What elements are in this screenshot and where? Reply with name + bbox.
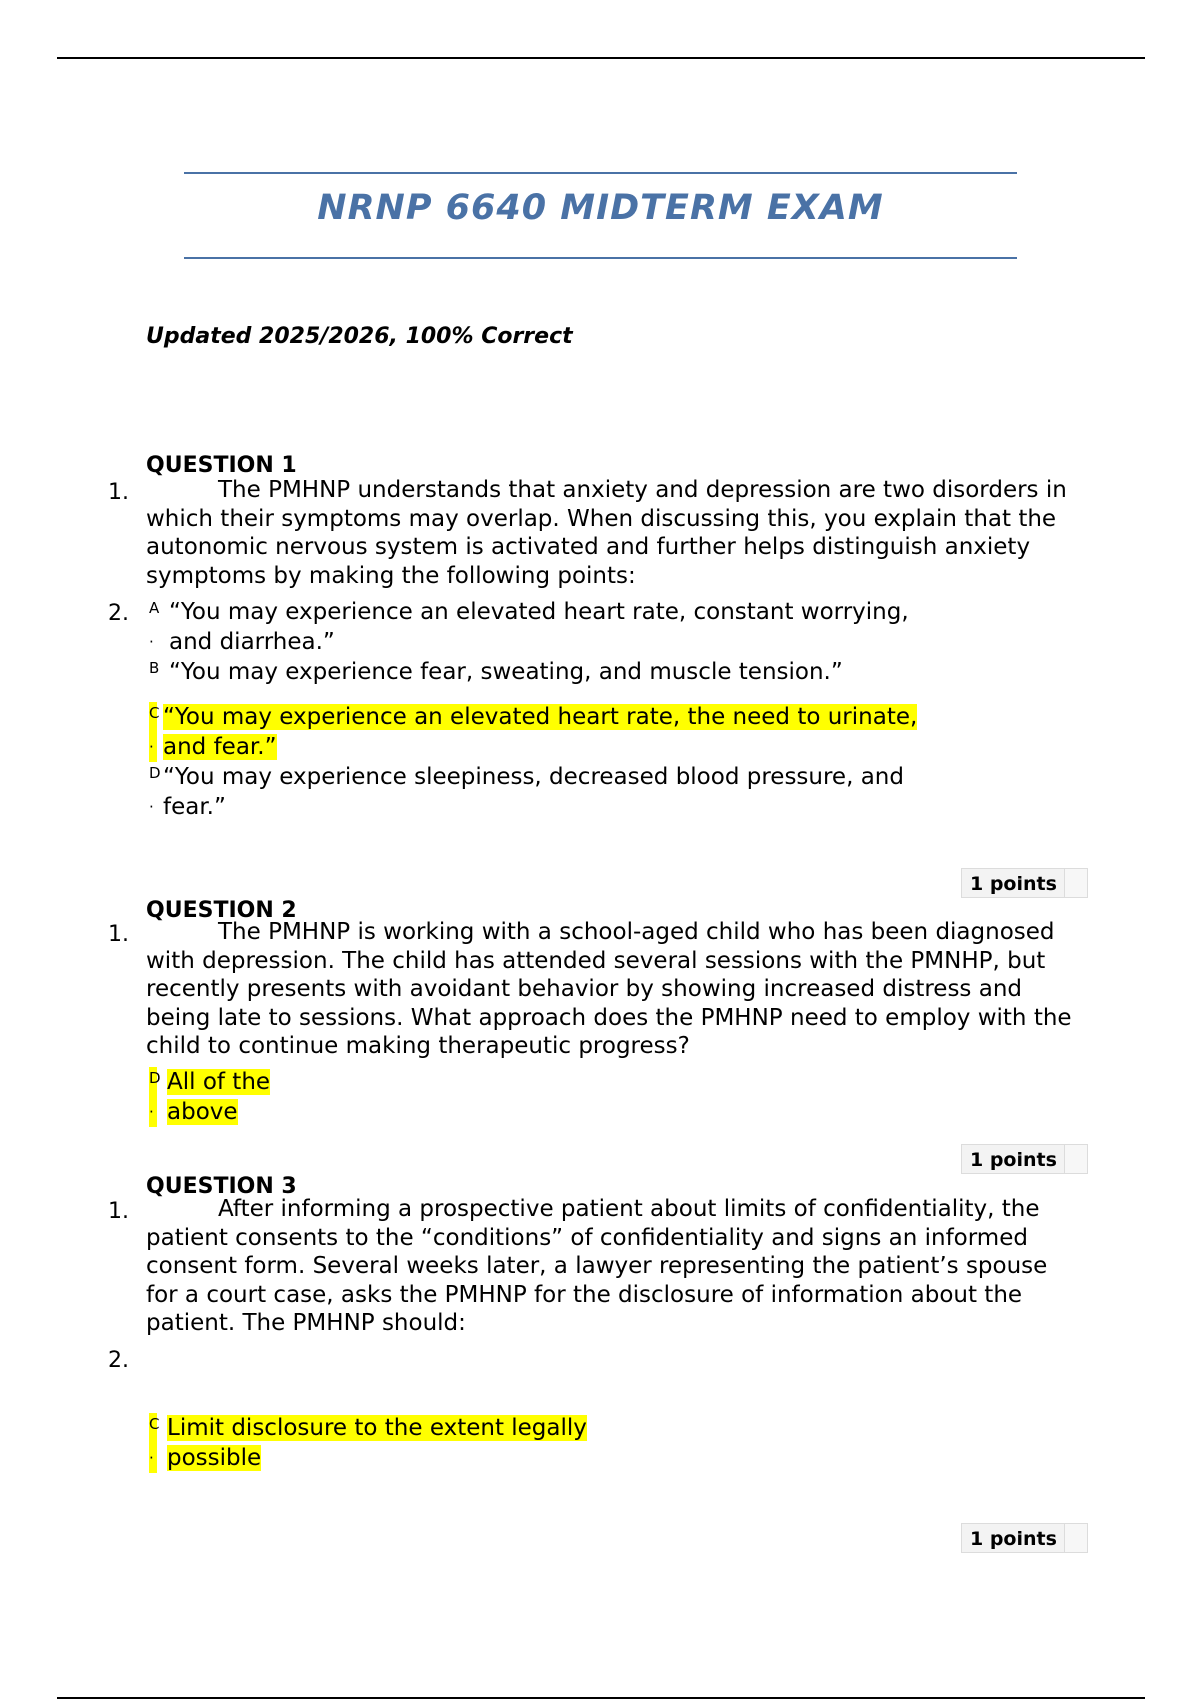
option-text-line: fear.” (163, 794, 226, 820)
option-text-line: above (167, 1099, 238, 1125)
points-label: 1 points (970, 1149, 1057, 1171)
option-letter: A (149, 599, 160, 617)
option-text-line: “You may experience fear, sweating, and muscle tension.” (169, 659, 843, 685)
points-badge (961, 1144, 1088, 1174)
points-cell (1064, 1145, 1087, 1173)
option-letter: D (149, 764, 161, 782)
option-text-line: “You may experience an elevated heart rate, the need to urinate, (163, 704, 918, 730)
points-label: 1 points (970, 873, 1057, 895)
question-heading: QUESTION 2 (146, 898, 297, 923)
points-cell (1064, 1524, 1087, 1552)
question-stem: After informing a prospective patient about limits of confidentiality, the patient consents to the “conditions” of confidentiality and signs an informed consent form. Several weeks later, a lawyer representing the patient’s spouse for a court case, asks the PMHNP for the disclosure of information about the patient. The PMHNP should: (146, 1196, 1048, 1336)
question-heading: QUESTION 1 (146, 453, 297, 478)
document-title: NRNP 6640 MIDTERM EXAM (317, 188, 884, 228)
question-stem: The PMHNP understands that anxiety and depression are two disorders in which their symptoms may overlap. When discussing this, you explain that the autonomic nervous system is activated and further helps distinguish anxiety symptoms by making the following points: (146, 477, 1067, 589)
bullet-dot: · (149, 633, 154, 651)
bullet-dot: · (149, 738, 154, 756)
option-b (149, 657, 843, 687)
title-bottom-rule (184, 257, 1017, 259)
option-d-correct (149, 1067, 270, 1127)
option-text-line: Limit disclosure to the extent legally (167, 1415, 587, 1441)
points-badge (961, 868, 1088, 898)
option-letter: C (149, 1415, 160, 1433)
bullet-dot: · (149, 798, 154, 816)
points-cell (1064, 869, 1087, 897)
option-text-line: “You may experience an elevated heart rate, constant worrying, (169, 599, 909, 625)
title-top-rule (184, 172, 1017, 174)
option-c-correct (149, 702, 917, 762)
points-badge (961, 1523, 1088, 1553)
option-text-line: and diarrhea.” (169, 629, 335, 655)
option-a (149, 597, 909, 657)
option-d (149, 762, 904, 822)
option-letter: B (149, 659, 160, 677)
options-number: 2. (108, 1348, 129, 1373)
stem-number: 1. (108, 480, 129, 505)
option-text-line: All of the (167, 1069, 271, 1095)
option-letter: D (149, 1069, 161, 1087)
option-text-line: possible (167, 1445, 262, 1471)
bullet-dot: · (149, 1103, 154, 1121)
options-number: 2. (108, 601, 129, 626)
page-bottom-rule (57, 1697, 1145, 1699)
points-label: 1 points (970, 1528, 1057, 1550)
option-text-line: and fear.” (163, 734, 277, 760)
option-letter: C (149, 704, 160, 722)
question-stem: The PMHNP is working with a school-aged child who has been diagnosed with depression. The child has attended several sessions with the PMNHP, but recently presents with avoidant behavior by showing increased distress and being late to sessions. What approach does the PMHNP need to employ with the child to continue making therapeutic progress? (146, 919, 1072, 1059)
question-heading: QUESTION 3 (146, 1174, 297, 1199)
option-c-correct (149, 1413, 587, 1473)
bullet-dot: · (149, 1449, 154, 1467)
stem-number: 1. (108, 1199, 129, 1224)
stem-number: 1. (108, 922, 129, 947)
document-subtitle: Updated 2025/2026, 100% Correct (146, 324, 573, 349)
page-top-rule (57, 57, 1145, 59)
option-text-line: “You may experience sleepiness, decreased blood pressure, and (163, 764, 904, 790)
